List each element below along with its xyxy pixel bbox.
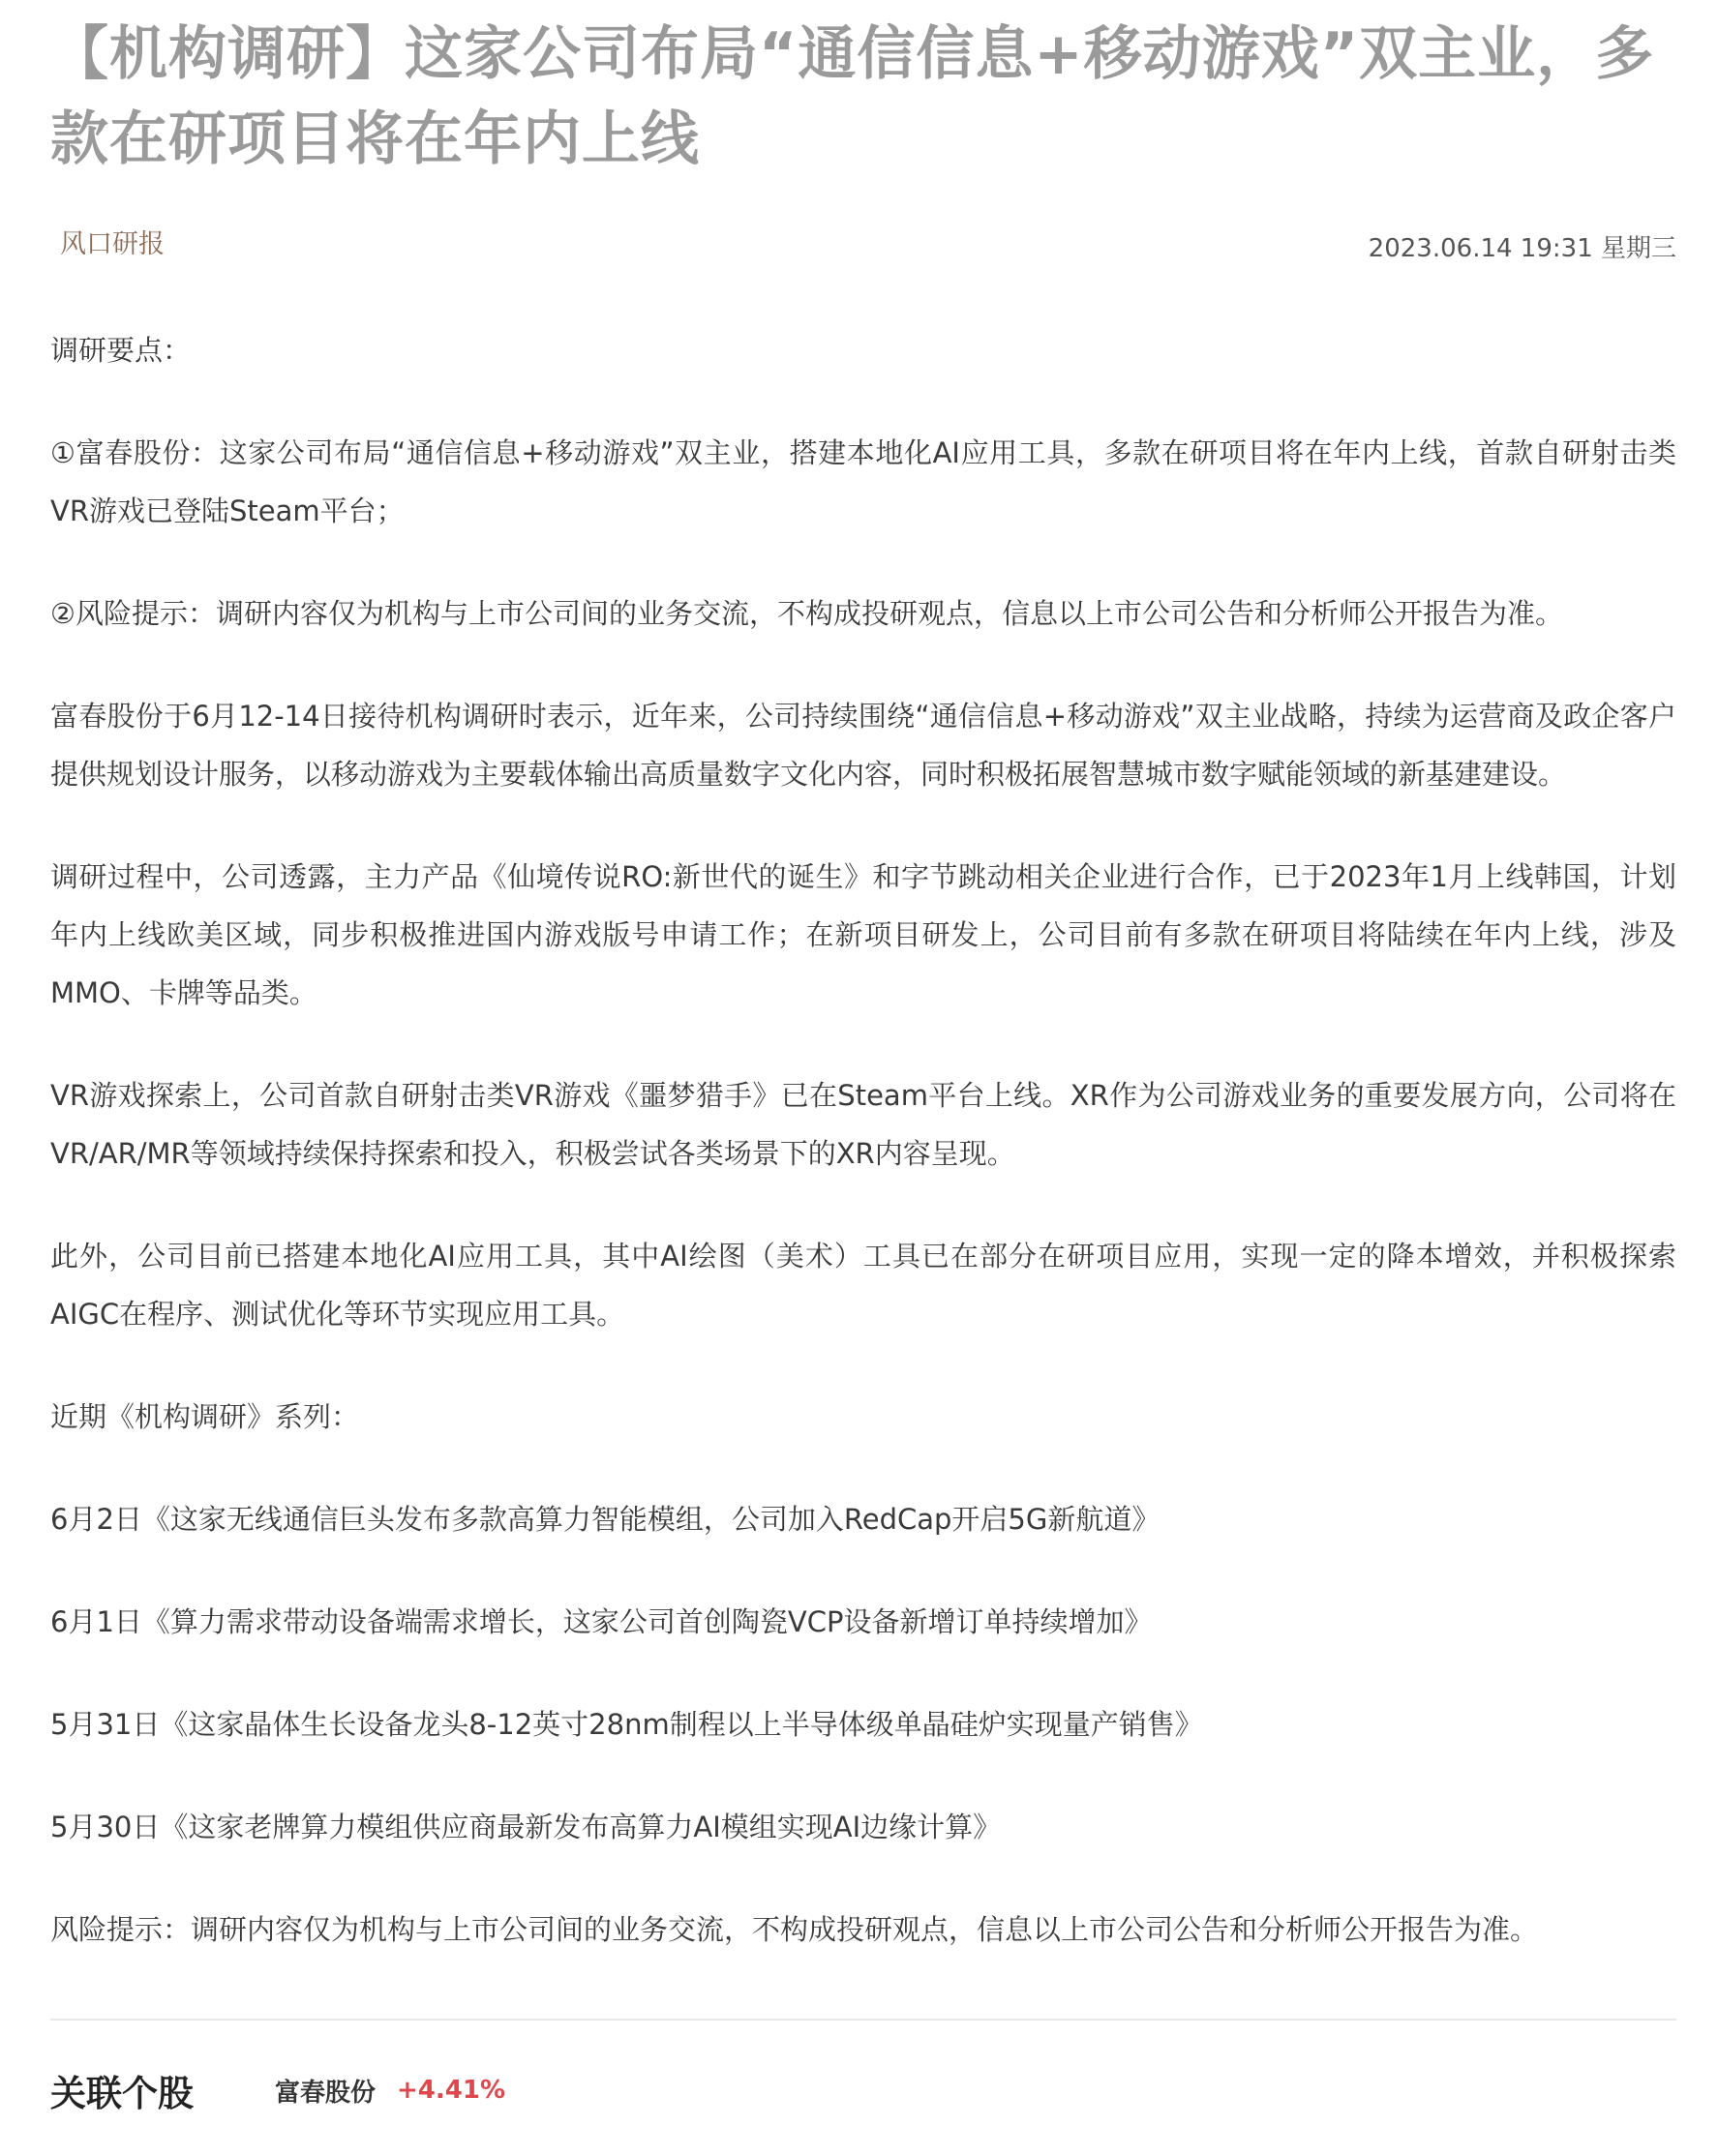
stock-name[interactable]: 富春股份 (275, 2078, 377, 2108)
series-link[interactable]: 6月1日《算力需求带动设备端需求增长，这家公司首创陶瓷VCP设备新增订单持续增加》 (50, 1605, 1153, 1638)
article-title: 【机构调研】这家公司布局“通信信息+移动游戏”双主业，多款在研项目将在年内上线 (50, 20, 1655, 173)
paragraph: 调研过程中，公司透露，主力产品《仙境传说RO:新世代的诞生》和字节跳动相关企业进行合作，已于2023年1月上线韩国，计划年内上线欧美区域，同步积极推进国内游戏版号申请工作；在新项目研发上，公司目前有多款在研项目将陆续在年内上线，涉及MMO、卡牌等品类。 (50, 860, 1676, 1009)
stock-change[interactable]: +4.41% (397, 2076, 506, 2105)
paragraph: VR游戏探索上，公司首款自研射击类VR游戏《噩梦猎手》已在Steam平台上线。XR作为公司游戏业务的重要发展方向，公司将在VR/AR/MR等领域持续保持探索和投入，积极尝试各类场景下的XR内容呈现。 (50, 1079, 1676, 1170)
series-link[interactable]: 6月2日《这家无线通信巨头发布多款高算力智能模组，公司加入RedCap开启5G新航道》 (50, 1503, 1160, 1536)
risk-disclaimer: 风险提示：调研内容仅为机构与上市公司间的业务交流，不构成投研观点，信息以上市公司公告和分析师公开报告为准。 (50, 1913, 1539, 1946)
paragraph: 调研要点： (50, 334, 192, 367)
divider (50, 2019, 1676, 2021)
related-stocks (50, 2061, 505, 2119)
article-body (50, 321, 1676, 1959)
paragraph: ②风险提示：调研内容仅为机构与上市公司间的业务交流，不构成投研观点，信息以上市公司公告和分析师公开报告为准。 (50, 597, 1564, 630)
series-link[interactable]: 5月31日《这家晶体生长设备龙头8-12英寸28nm制程以上半导体级单晶硅炉实现量产销售》 (50, 1708, 1203, 1741)
article (50, 0, 1676, 2003)
paragraph: 此外，公司目前已搭建本地化AI应用工具，其中AI绘图（美术）工具已在部分在研项目应用，实现一定的降本增效，并积极探索AIGC在程序、测试优化等环节实现应用工具。 (50, 1240, 1676, 1331)
article-meta (50, 223, 1676, 281)
series-link[interactable]: 5月30日《这家老牌算力模组供应商最新发布高算力AI模组实现AI边缘计算》 (50, 1811, 1002, 1843)
paragraph: 富春股份于6月12-14日接待机构调研时表示，近年来，公司持续围绕“通信信息+移动游戏”双主业战略，持续为运营商及政企客户提供规划设计服务，以移动游戏为主要载体输出高质量数字文化内容，同时积极拓展智慧城市数字赋能领域的新基建建设。 (50, 700, 1676, 791)
article-source[interactable]: 风口研报 (60, 229, 165, 259)
series-heading: 近期《机构调研》系列： (50, 1400, 360, 1433)
article-datetime: 2023.06.14 19:31 星期三 (1368, 234, 1676, 263)
related-stocks-heading: 关联个股 (50, 2073, 194, 2114)
paragraph: ①富春股份：这家公司布局“通信信息+移动游戏”双主业，搭建本地化AI应用工具，多款在研项目将在年内上线，首款自研射击类VR游戏已登陆Steam平台； (50, 436, 1676, 527)
